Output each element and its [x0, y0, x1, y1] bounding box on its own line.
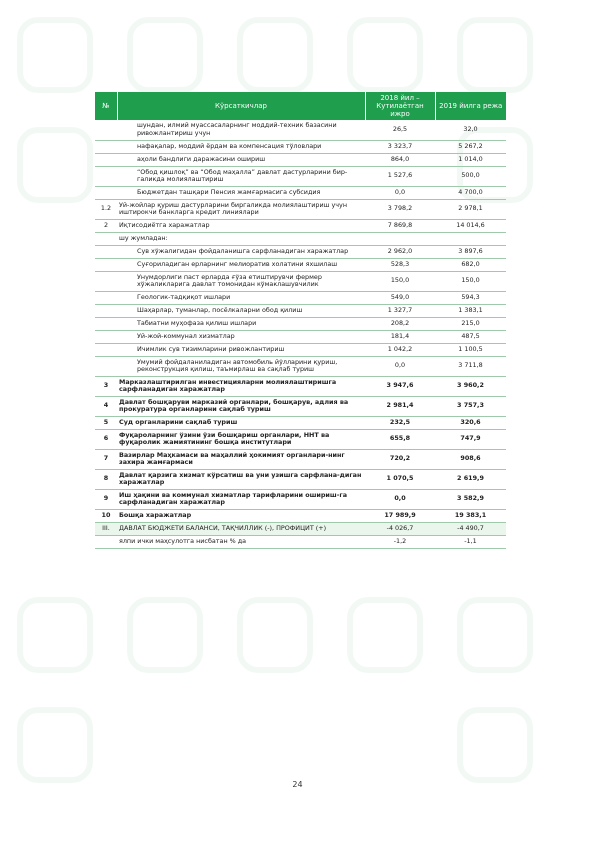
- table-row: [95, 304, 506, 317]
- row-2019-value-cell: 487,5: [435, 330, 506, 343]
- table-row: [95, 509, 506, 522]
- row-indicator-cell: Геологик-тадқиқот ишлари: [117, 291, 365, 304]
- table-row: [95, 535, 506, 548]
- row-indicator-cell: “Обод қишлоқ” ва “Обод маҳалла” давлат дастурларини бир-галикда молиялаштириш: [117, 166, 365, 186]
- row-2018-value-cell: 208,2: [365, 317, 435, 330]
- table-header-row: [95, 92, 506, 120]
- row-indicator-cell: Бюджетдан ташқари Пенсия жамғармасига субсидия: [117, 186, 365, 199]
- row-indicator-cell: Ичимлик сув тизимларини ривожлантириш: [117, 343, 365, 356]
- row-indicator-cell: Умумий фойдаланиладиган автомобиль йўлларини қуриш, реконструкция қилиш, таъмирлаш ва сақлаб туриш: [117, 356, 365, 376]
- row-indicator-cell: Шаҳарлар, туманлар, посёлкаларни обод қилиш: [117, 304, 365, 317]
- row-number-cell: [95, 535, 117, 548]
- row-2019-value-cell: 3 960,2: [435, 376, 506, 396]
- table-row: [95, 166, 506, 186]
- table-row: [95, 317, 506, 330]
- column-header-number: №: [95, 92, 117, 120]
- row-number-cell: 8: [95, 469, 117, 489]
- row-2018-value-cell: 232,5: [365, 416, 435, 429]
- row-indicator-cell: Иқтисодиётга харажатлар: [117, 219, 365, 232]
- row-2019-value-cell: -1,1: [435, 535, 506, 548]
- row-indicator-cell: Фуқароларнинг ўзини ўзи бошқариш органлари, ННТ ва фуқаролик жамиятининг бошқа институтлари: [117, 429, 365, 449]
- row-2018-value-cell: 3 323,7: [365, 140, 435, 153]
- table-body: [95, 120, 506, 548]
- row-2019-value-cell: 682,0: [435, 258, 506, 271]
- table-row: [95, 232, 506, 245]
- row-number-cell: [95, 271, 117, 291]
- row-indicator-cell: Давлат қарзига хизмат кўрсатиш ва уни узишга сарфлана-диган харажатлар: [117, 469, 365, 489]
- row-number-cell: [95, 153, 117, 166]
- table-row: [95, 449, 506, 469]
- row-indicator-cell: аҳоли бандлиги даражасини ошириш: [117, 153, 365, 166]
- row-number-cell: 1.2: [95, 199, 117, 219]
- row-2018-value-cell: 1 527,6: [365, 166, 435, 186]
- table-row: [95, 416, 506, 429]
- row-2019-value-cell: 19 383,1: [435, 509, 506, 522]
- row-2019-value-cell: -4 490,7: [435, 522, 506, 535]
- row-2019-value-cell: 1 100,5: [435, 343, 506, 356]
- row-number-cell: [95, 304, 117, 317]
- row-2018-value-cell: 17 989,9: [365, 509, 435, 522]
- row-indicator-cell: Марказлаштирилган инвестицияларни молиялаштиришга сарфланадиган харажатлар: [117, 376, 365, 396]
- row-2019-value-cell: 3 897,6: [435, 245, 506, 258]
- row-2018-value-cell: 528,3: [365, 258, 435, 271]
- row-2018-value-cell: 655,8: [365, 429, 435, 449]
- row-indicator-cell: Уй-жой-коммунал хизматлар: [117, 330, 365, 343]
- row-2018-value-cell: 2 962,0: [365, 245, 435, 258]
- row-2018-value-cell: [365, 232, 435, 245]
- row-2018-value-cell: 181,4: [365, 330, 435, 343]
- table-row: [95, 140, 506, 153]
- row-2019-value-cell: 3 711,8: [435, 356, 506, 376]
- row-2018-value-cell: 0,0: [365, 356, 435, 376]
- column-header-2019-plan: 2019 йилга режа: [435, 92, 506, 120]
- row-number-cell: [95, 245, 117, 258]
- table-row: [95, 522, 506, 535]
- column-header-2018-expected: 2018 йил – Кутилаётган ижро: [365, 92, 435, 120]
- row-number-cell: 3: [95, 376, 117, 396]
- row-2018-value-cell: 2 981,4: [365, 396, 435, 416]
- row-number-cell: [95, 356, 117, 376]
- row-2018-value-cell: 1 070,5: [365, 469, 435, 489]
- row-indicator-cell: Сув хўжалигидан фойдаланишга сарфланадиган харажатлар: [117, 245, 365, 258]
- row-indicator-cell: ялпи ички маҳсулотга нисбатан % да: [117, 535, 365, 548]
- row-number-cell: [95, 258, 117, 271]
- row-2018-value-cell: 26,5: [365, 120, 435, 140]
- row-2019-value-cell: 500,0: [435, 166, 506, 186]
- row-indicator-cell: ДАВЛАТ БЮДЖЕТИ БАЛАНСИ, ТАҚЧИЛЛИК (-), ПРОФИЦИТ (+): [117, 522, 365, 535]
- row-2019-value-cell: 3 757,3: [435, 396, 506, 416]
- row-2018-value-cell: 864,0: [365, 153, 435, 166]
- row-2018-value-cell: 1 042,2: [365, 343, 435, 356]
- row-2018-value-cell: -1,2: [365, 535, 435, 548]
- row-2019-value-cell: 5 267,2: [435, 140, 506, 153]
- table-row: [95, 258, 506, 271]
- row-2019-value-cell: 150,0: [435, 271, 506, 291]
- row-number-cell: [95, 140, 117, 153]
- row-2018-value-cell: 1 327,7: [365, 304, 435, 317]
- table-row: [95, 429, 506, 449]
- row-2019-value-cell: 594,3: [435, 291, 506, 304]
- row-2019-value-cell: [435, 232, 506, 245]
- table-row: [95, 356, 506, 376]
- row-indicator-cell: Уй-жойлар қуриш дастурларини биргаликда молиялаштириш учун иштирокчи банкларга кредит линиялари: [117, 199, 365, 219]
- row-2018-value-cell: 549,0: [365, 291, 435, 304]
- row-2019-value-cell: 3 582,9: [435, 489, 506, 509]
- row-2018-value-cell: 0,0: [365, 489, 435, 509]
- table-row: [95, 489, 506, 509]
- row-number-cell: [95, 232, 117, 245]
- row-2018-value-cell: 3 798,2: [365, 199, 435, 219]
- table-row: [95, 343, 506, 356]
- budget-table-container: [95, 92, 506, 549]
- row-number-cell: [95, 120, 117, 140]
- row-number-cell: [95, 317, 117, 330]
- row-2018-value-cell: -4 026,7: [365, 522, 435, 535]
- row-number-cell: [95, 343, 117, 356]
- row-number-cell: 2: [95, 219, 117, 232]
- table-row: [95, 330, 506, 343]
- row-2019-value-cell: 2 978,1: [435, 199, 506, 219]
- row-indicator-cell: шу жумладан:: [117, 232, 365, 245]
- row-2018-value-cell: 720,2: [365, 449, 435, 469]
- row-number-cell: 7: [95, 449, 117, 469]
- table-row: [95, 120, 506, 140]
- table-row: [95, 199, 506, 219]
- row-2019-value-cell: 14 014,6: [435, 219, 506, 232]
- row-2019-value-cell: 1 014,0: [435, 153, 506, 166]
- table-row: [95, 271, 506, 291]
- row-number-cell: 6: [95, 429, 117, 449]
- table-row: [95, 153, 506, 166]
- row-number-cell: III.: [95, 522, 117, 535]
- row-number-cell: 5: [95, 416, 117, 429]
- budget-expenditure-table: [95, 92, 506, 549]
- table-row: [95, 396, 506, 416]
- row-indicator-cell: Давлат бошқаруви марказий органлари, бошқарув, адлия ва прокуратура органларини сақлаб туриш: [117, 396, 365, 416]
- row-2019-value-cell: 320,6: [435, 416, 506, 429]
- row-2019-value-cell: 215,0: [435, 317, 506, 330]
- row-indicator-cell: Унумдорлиги паст ерларда ғўза етиштирувчи фермер хўжаликларига давлат томонидан кўмаклашувчилик: [117, 271, 365, 291]
- row-indicator-cell: нафақалар, моддий ёрдам ва компенсация тўловлари: [117, 140, 365, 153]
- row-2019-value-cell: 908,6: [435, 449, 506, 469]
- row-indicator-cell: Суд органларини сақлаб туриш: [117, 416, 365, 429]
- row-2019-value-cell: 2 619,9: [435, 469, 506, 489]
- table-row: [95, 186, 506, 199]
- row-number-cell: [95, 291, 117, 304]
- table-row: [95, 469, 506, 489]
- row-indicator-cell: Бошқа харажатлар: [117, 509, 365, 522]
- row-indicator-cell: шундан, илмий муассасаларнинг моддий-техник базасини ривожлантириш учун: [117, 120, 365, 140]
- row-indicator-cell: Табиатни муҳофаза қилиш ишлари: [117, 317, 365, 330]
- column-header-indicators: Кўрсаткичлар: [117, 92, 365, 120]
- row-2018-value-cell: 3 947,6: [365, 376, 435, 396]
- table-row: [95, 245, 506, 258]
- row-number-cell: 4: [95, 396, 117, 416]
- row-indicator-cell: Вазирлар Маҳкамаси ва маҳаллий ҳокимият органлари-нинг захира жамғармаси: [117, 449, 365, 469]
- row-2018-value-cell: 0,0: [365, 186, 435, 199]
- row-number-cell: 9: [95, 489, 117, 509]
- row-2019-value-cell: 747,9: [435, 429, 506, 449]
- row-indicator-cell: Суғориладиган ерларнинг мелиоратив холатини яхшилаш: [117, 258, 365, 271]
- row-2019-value-cell: 4 700,0: [435, 186, 506, 199]
- row-number-cell: [95, 166, 117, 186]
- row-number-cell: [95, 186, 117, 199]
- row-2018-value-cell: 7 869,8: [365, 219, 435, 232]
- row-2019-value-cell: 1 383,1: [435, 304, 506, 317]
- row-number-cell: 10: [95, 509, 117, 522]
- row-indicator-cell: Иш ҳақини ва коммунал хизматлар тарифларини ошириш-га сарфланадиган харажатлар: [117, 489, 365, 509]
- table-row: [95, 291, 506, 304]
- page-number: 24: [292, 780, 303, 789]
- row-2019-value-cell: 32,0: [435, 120, 506, 140]
- row-number-cell: [95, 330, 117, 343]
- table-row: [95, 219, 506, 232]
- table-row: [95, 376, 506, 396]
- row-2018-value-cell: 150,0: [365, 271, 435, 291]
